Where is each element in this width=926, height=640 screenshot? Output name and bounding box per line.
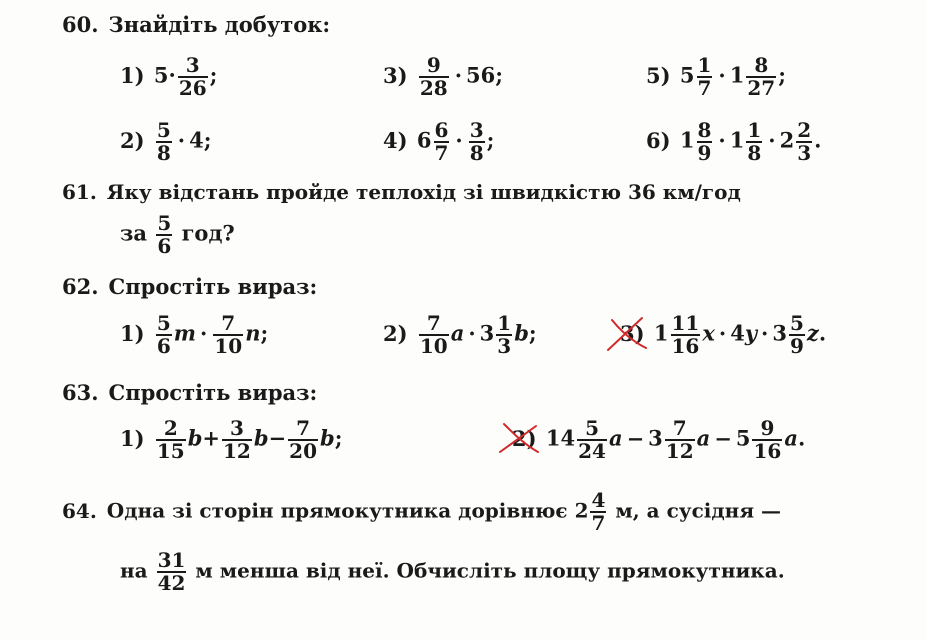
problem-62-item-1: 1) $\frac{5}{6}$ m · $\frac{7}{10}$ n;: [120, 311, 269, 358]
fraction: $\frac{9}{16}$: [753, 416, 782, 463]
problem-64-line-1: 64. Одна зі сторін прямокутника дорівнює 2 $\frac{4}{7}$ м, а сусідня —: [62, 488, 782, 535]
problem-60-heading: [62, 14, 330, 35]
fraction: $\frac{5}{6}$: [156, 311, 171, 358]
problem-62-item-2: 2) $\frac{7}{10}$ a · 3 $\frac{1}{3}$ b;: [383, 311, 537, 358]
problem-60-item-3: 3) $\frac{9}{28}$ · 56;: [383, 53, 504, 100]
fraction: $\frac{1}{3}$: [497, 311, 512, 358]
fraction: $\frac{9}{28}$: [419, 53, 448, 100]
fraction: $\frac{5}{8}$: [156, 118, 171, 165]
red-cross-mark-icon: [496, 418, 542, 460]
problem-60-item-2: 2) $\frac{5}{8}$ · 4;: [120, 118, 212, 165]
problem-number: 63.: [62, 380, 99, 405]
fraction: $\frac{5}{24}$: [578, 416, 606, 463]
problem-number: 64.: [62, 498, 97, 523]
problem-63-item-2: 2) 14 $\frac{5}{24}$ a − 3 $\frac{7}{12}$ a − 5 $\frac{9}{16}$ a.: [512, 416, 806, 463]
fraction: $\frac{7}{10}$: [419, 311, 448, 358]
problem-64-line-2: на $\frac{31}{42}$ м менша від неї. Обчисліть площу прямокутника.: [120, 548, 785, 595]
fraction: $\frac{3}{8}$: [469, 118, 484, 165]
fraction: $\frac{2}{3}$: [797, 118, 812, 165]
problem-61-line-2: за $\frac{5}{6}$ год?: [120, 211, 235, 258]
problem-61-line-1: 61. Яку відстань пройде теплохід зі швидкістю 36 км/год: [62, 180, 741, 204]
fraction: $\frac{3}{12}$: [223, 416, 251, 463]
fraction: $\frac{8}{9}$: [697, 118, 712, 165]
problem-62-heading: [62, 276, 317, 297]
fraction: $\frac{3}{26}$: [178, 53, 207, 100]
fraction: $\frac{7}{10}$: [214, 311, 243, 358]
fraction: $\frac{7}{20}$: [289, 416, 317, 463]
problem-number: 61.: [62, 180, 97, 204]
problem-title: Спростіть вираз:: [108, 274, 318, 299]
problem-number: 60.: [62, 12, 99, 37]
fraction: $\frac{11}{16}$: [671, 311, 700, 358]
problem-title: Спростіть вираз:: [108, 380, 318, 405]
problem-62-item-3: 3) 1 $\frac{11}{16}$ x · 4y · 3 $\frac{5}{9}$ z.: [620, 311, 827, 358]
problem-63-item-1: 1) $\frac{2}{15}$ b+ $\frac{3}{12}$ b− $\frac{7}{20}$ b;: [120, 416, 343, 463]
fraction: $\frac{5}{9}$: [789, 311, 804, 358]
fraction: $\frac{4}{7}$: [591, 488, 606, 535]
problem-number: 62.: [62, 274, 99, 299]
problem-60-item-1: 1) 5· $\frac{3}{26}$ ;: [120, 53, 218, 100]
problem-60-item-6: 6) 1 $\frac{8}{9}$ · 1 $\frac{1}{8}$ · 2 $\frac{2}{3}$ .: [646, 118, 822, 165]
problem-60-item-4: 4) 6 $\frac{6}{7}$ · $\frac{3}{8}$ ;: [383, 118, 495, 165]
fraction: $\frac{2}{15}$: [156, 416, 185, 463]
fraction: $\frac{31}{42}$: [157, 548, 186, 595]
fraction: $\frac{7}{12}$: [665, 416, 694, 463]
fraction: $\frac{1}{7}$: [697, 53, 712, 100]
problem-60-item-5: 5) 5 $\frac{1}{7}$ · 1 $\frac{8}{27}$ ;: [646, 53, 786, 100]
fraction: $\frac{6}{7}$: [434, 118, 449, 165]
problem-title: Знайдіть добуток:: [108, 12, 331, 37]
problem-63-heading: [62, 382, 317, 403]
fraction: $\frac{5}{6}$: [157, 211, 172, 258]
red-cross-mark-icon: [602, 312, 650, 356]
fraction: $\frac{8}{27}$: [747, 53, 776, 100]
fraction: $\frac{1}{8}$: [747, 118, 762, 165]
